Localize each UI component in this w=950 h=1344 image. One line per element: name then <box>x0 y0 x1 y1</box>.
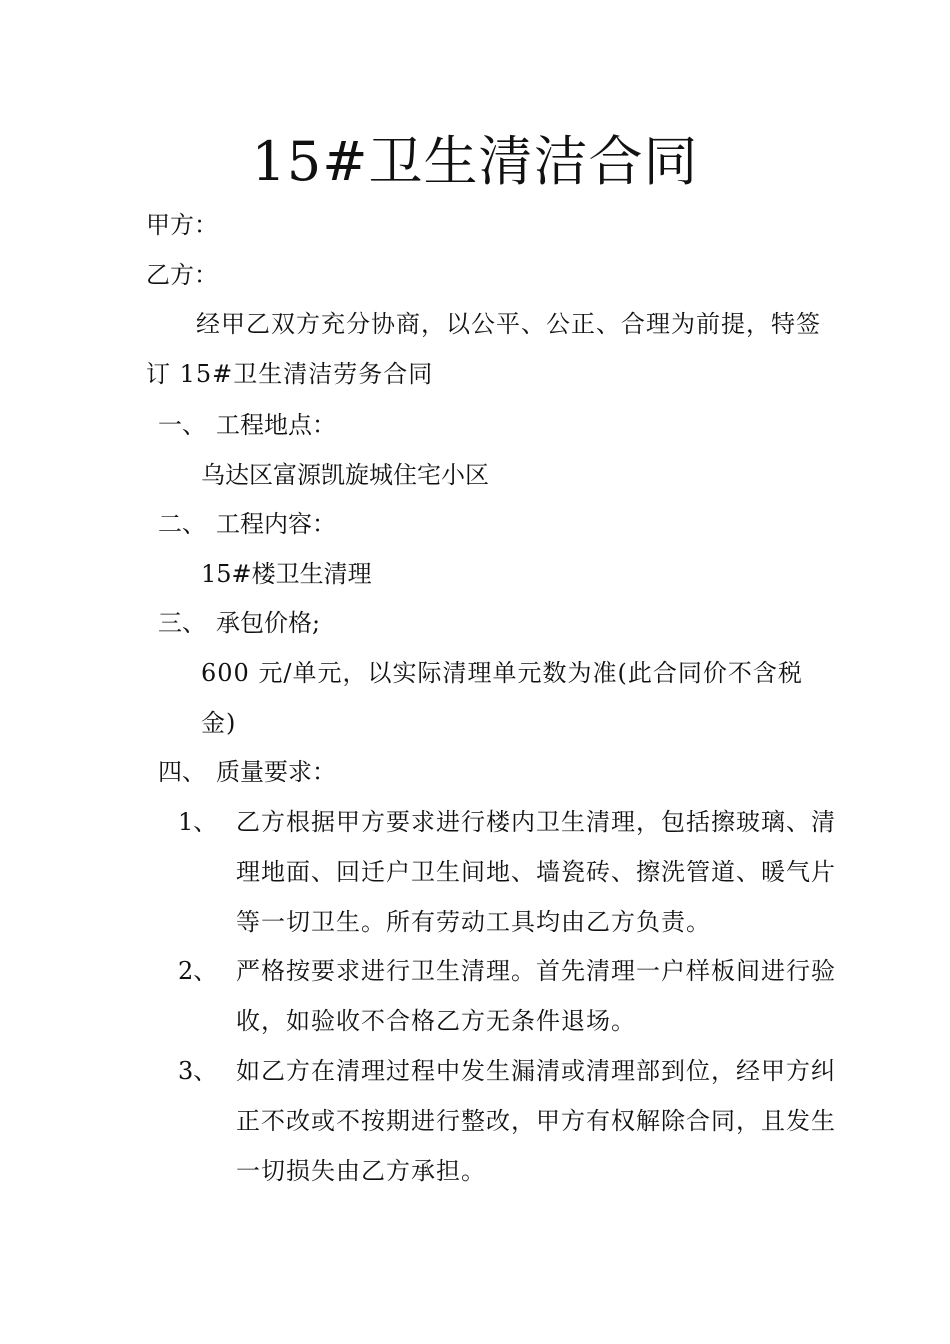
section-2-body: 15#楼卫生清理 <box>201 560 372 588</box>
quality-item-2-number: 2、 <box>178 957 218 985</box>
intro-paragraph: 经甲乙双方充分协商，以公平、公正、合理为前提，特签订 15#卫生清洁劳务合同 <box>146 310 821 388</box>
quality-item-3-text: 如乙方在清理过程中发生漏清或清理部到位，经甲方纠正不改或不按期进行整改，甲方有权解除合同，且发生一切损失由乙方承担。 <box>236 1057 836 1185</box>
section-3-number: 三、 <box>158 609 206 637</box>
section-2-number: 二、 <box>158 510 206 538</box>
section-1-heading: 工程地点： <box>216 411 336 439</box>
quality-item-1-text: 乙方根据甲方要求进行楼内卫生清理，包括擦玻璃、清理地面、回迁户卫生间地、墙瓷砖、擦洗管道、暖气片等一切卫生。所有劳动工具均由乙方负责。 <box>236 808 836 936</box>
party-a-label: 甲方： <box>146 211 218 239</box>
section-1-body: 乌达区富源凯旋城住宅小区 <box>201 461 489 489</box>
quality-item-1-number: 1、 <box>178 808 218 836</box>
contract-title: 15#卫生清洁合同 <box>251 130 699 193</box>
section-4-number: 四、 <box>158 758 206 786</box>
section-4-heading: 质量要求： <box>216 758 336 786</box>
quality-item-2-text: 严格按要求进行卫生清理。首先清理一户样板间进行验收，如验收不合格乙方无条件退场。 <box>236 957 836 1035</box>
section-3-heading: 承包价格; <box>216 609 321 637</box>
section-3-body: 600 元/单元，以实际清理单元数为准(此合同价不含税金) <box>201 659 803 737</box>
section-2-heading: 工程内容： <box>216 510 336 538</box>
section-1-number: 一、 <box>158 411 206 439</box>
party-b-label: 乙方： <box>146 261 218 289</box>
quality-item-3-number: 3、 <box>178 1057 218 1085</box>
